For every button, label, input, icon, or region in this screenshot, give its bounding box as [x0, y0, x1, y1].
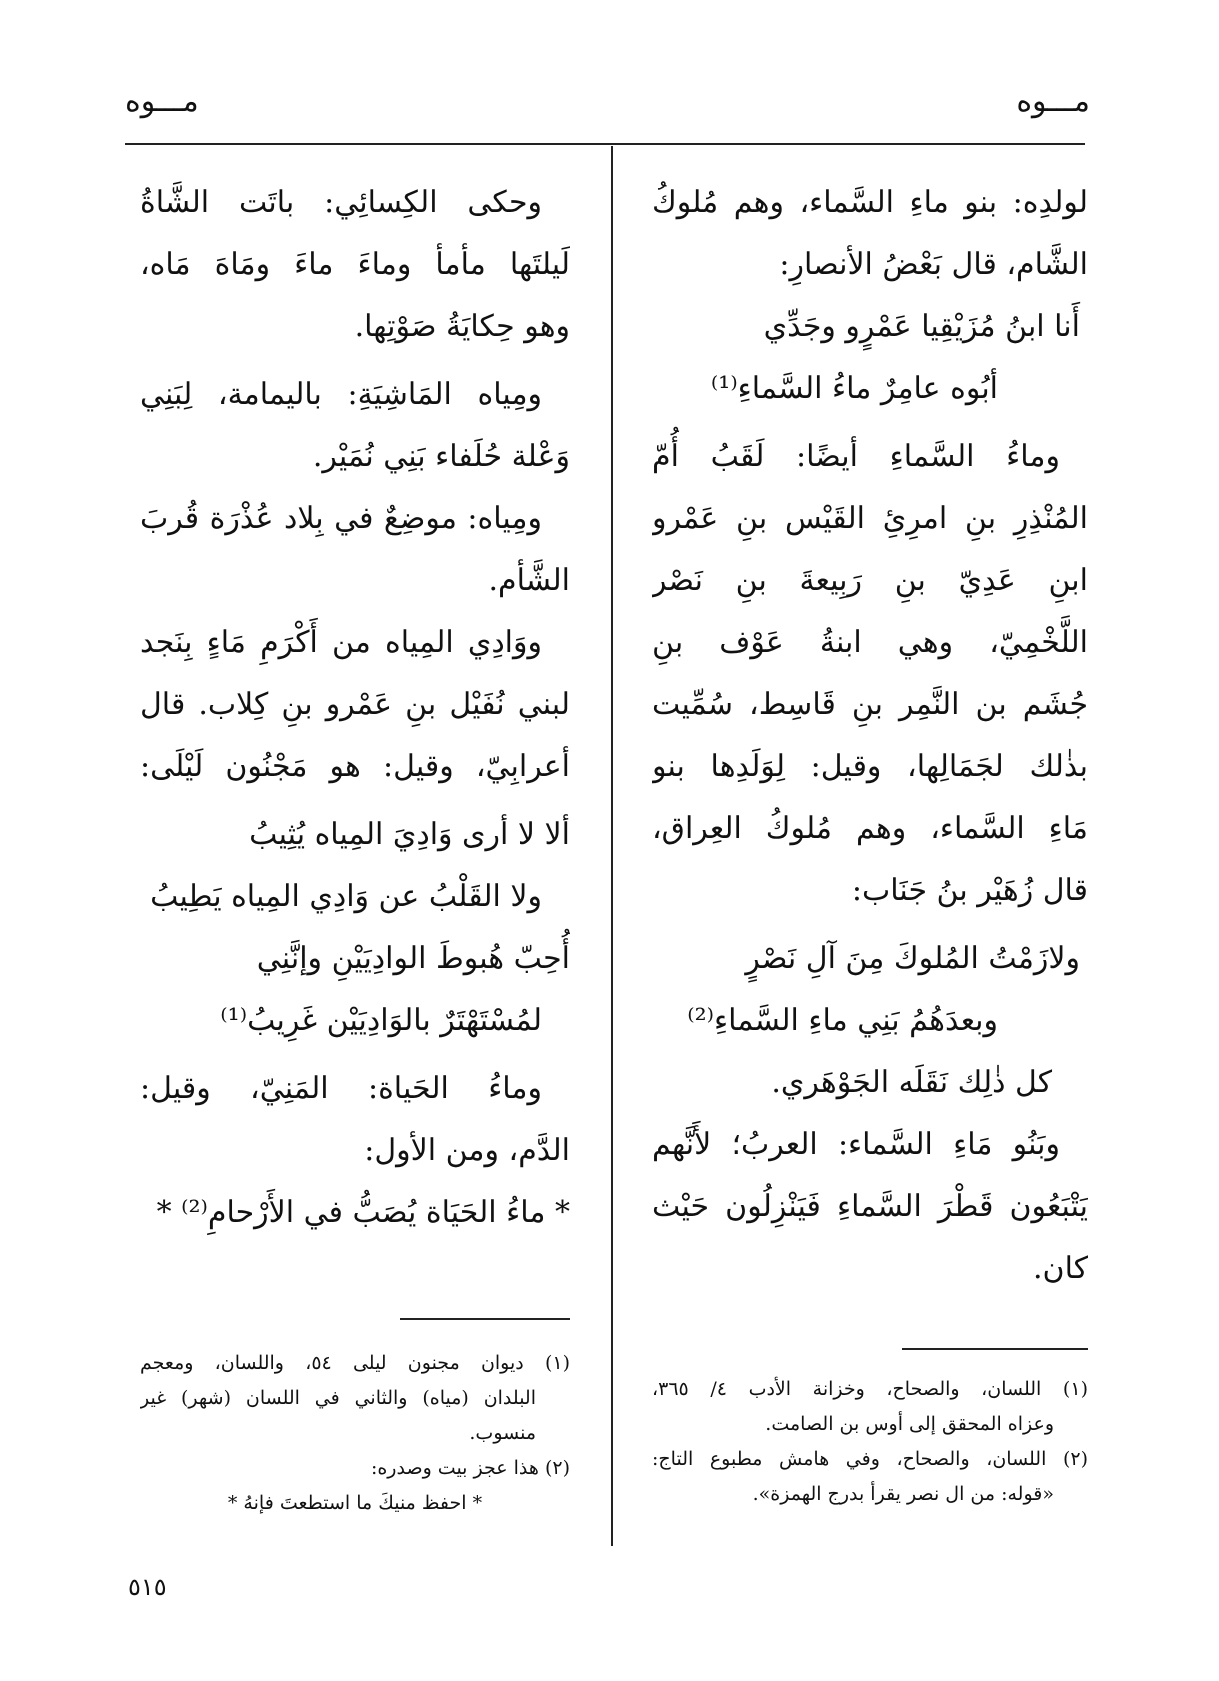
footnote-line: «قوله: من ال نصر يقرأ بدرج الهمزة». [752, 1483, 1054, 1505]
verse-line: ولا القَلْبُ عن وَادِي المِياه يَطِيبُ [150, 879, 542, 914]
footnote-line: (٢) اللسان، والصحاح، وفي هامش مطبوع التاج: [652, 1448, 1088, 1470]
verse-line: ولازَمْتُ المُلوكَ مِنَ آلِ نَصْرٍ [745, 941, 1080, 976]
text-line: المُنْذِرِ بنِ امرِئِ القَيْس بنِ عَمْرو [652, 501, 1088, 536]
text-line: ووَادِي المِياه من أَكْرَمِ مَاءٍ بِنَجد [140, 625, 542, 660]
running-head-left: مـــوه [125, 84, 199, 119]
header-rule [125, 143, 1085, 145]
footnote-line: (١) اللسان، والصحاح، وخزانة الأدب ٤/ ٣٦٥، [652, 1378, 1088, 1400]
text-line: يَتْبَعُون قَطْرَ السَّماءِ فَيَنْزِلُون حَيْث [652, 1189, 1088, 1224]
footnote-line: (٢) هذا عجز بيت وصدره: [370, 1457, 570, 1479]
verse-line: ألا لا أرى وَادِيَ المِياه يُثِيبُ [249, 817, 570, 852]
footnote-line: * احفظ منيكَ ما استطعتَ فإنهُ * [227, 1492, 483, 1514]
text-line: أعرابِيّ، وقيل: هو مَجْنُون لَيْلَى: [140, 749, 570, 784]
text-line: وماءُ الحَياة: المَنِيّ، وقيل: [140, 1071, 542, 1106]
verse-line: * ماءُ الحَيَاة يُصَبُّ في الأَرْحامِ⁽²⁾ * [156, 1195, 570, 1230]
text-line: وهو حِكايَةُ صَوْتِها. [354, 309, 570, 344]
text-line: كان. [1033, 1251, 1088, 1286]
text-line: اللَّخْمِيّ، وهي ابنةُ عَوْف بنِ [652, 625, 1088, 660]
text-line: لولدِه: بنو ماءِ السَّماء، وهم مُلوكُ [652, 185, 1088, 220]
footnotes-right [652, 1372, 1088, 1512]
text-line: مَاءِ السَّماء، وهم مُلوكُ العِراق، [652, 811, 1088, 846]
footnote-line: (١) ديوان مجنون ليلى ٥٤، واللسان، ومعجم [140, 1352, 570, 1374]
running-head-right: مـــوه [1016, 84, 1090, 119]
text-line: الشَّام، قال بَعْضُ الأنصارِ: [779, 247, 1088, 282]
footnotes-left [140, 1346, 570, 1521]
right-column [652, 172, 1088, 1300]
verse-line: وبعدَهُمُ بَنِي ماءِ السَّماءِ⁽²⁾ [687, 1003, 998, 1038]
verse-line: أُحِبّ هُبوطَ الوادِيَيْنِ وإنَّنِي [256, 941, 570, 976]
text-line: ابنِ عَدِيّ بنِ رَبِيعةَ بنِ نَصْر [652, 563, 1088, 598]
text-line: قال زُهَيْر بنُ جَنَاب: [851, 873, 1088, 908]
text-line: الدَّم، ومن الأول: [364, 1133, 570, 1168]
text-line: وَعْلة حُلَفاء بَنِي نُمَيْر. [312, 439, 570, 474]
footnote-line: منسوب. [469, 1422, 536, 1444]
page-number: ٥١٥ [128, 1573, 167, 1601]
text-line: بذٰلك لجَمَالِها، وقيل: لِوَلَدِها بنو [652, 749, 1088, 784]
text-line: كل ذٰلِك نَقَلَه الجَوْهَري. [771, 1065, 1052, 1100]
text-line: ومِياه: موضِعٌ في بِلاد عُذْرَة قُربَ [140, 501, 542, 536]
column-divider [611, 146, 613, 1546]
left-column [140, 172, 570, 1244]
text-line: وحكى الكِسائِي: باتَت الشَّاةُ [140, 185, 542, 220]
text-line: لَيلتَها مأمأ وماءَ ماءَ ومَاهَ مَاه، [140, 247, 570, 282]
text-line: لبني نُفَيْل بنِ عَمْرو بنِ كِلاب. قال [140, 687, 570, 722]
verse-line: أَنا ابنُ مُزَيْقِيا عَمْرٍو وجَدِّي [763, 309, 1080, 344]
footnote-line: وعزاه المحقق إلى أوس بن الصامت. [765, 1413, 1054, 1435]
text-line: وبَنُو مَاءِ السَّماء: العربُ؛ لأَنَّهم [652, 1127, 1060, 1162]
verse-line: أبُوه عامِرٌ ماءُ السَّماءِ⁽¹⁾ [710, 371, 998, 406]
footnote-rule-right [902, 1348, 1088, 1350]
text-line: الشَّأم. [488, 563, 570, 598]
text-line: ومِياه المَاشِيَةِ: باليمامة، لِبَنِي [140, 377, 542, 412]
footnote-rule-left [400, 1318, 570, 1320]
verse-line: لمُسْتَهْتَرٌ بالوَادِيَيْن غَرِيبُ⁽¹⁾ [220, 1003, 542, 1038]
text-line: جُشَم بن النَّمِر بنِ قَاسِط، سُمِّيت [652, 687, 1088, 722]
footnote-line: البلدان (مياه) والثاني في اللسان (شهر) غير [140, 1387, 536, 1409]
text-line: وماءُ السَّماءِ أيضًا: لَقَبُ أُمّ [652, 439, 1060, 474]
